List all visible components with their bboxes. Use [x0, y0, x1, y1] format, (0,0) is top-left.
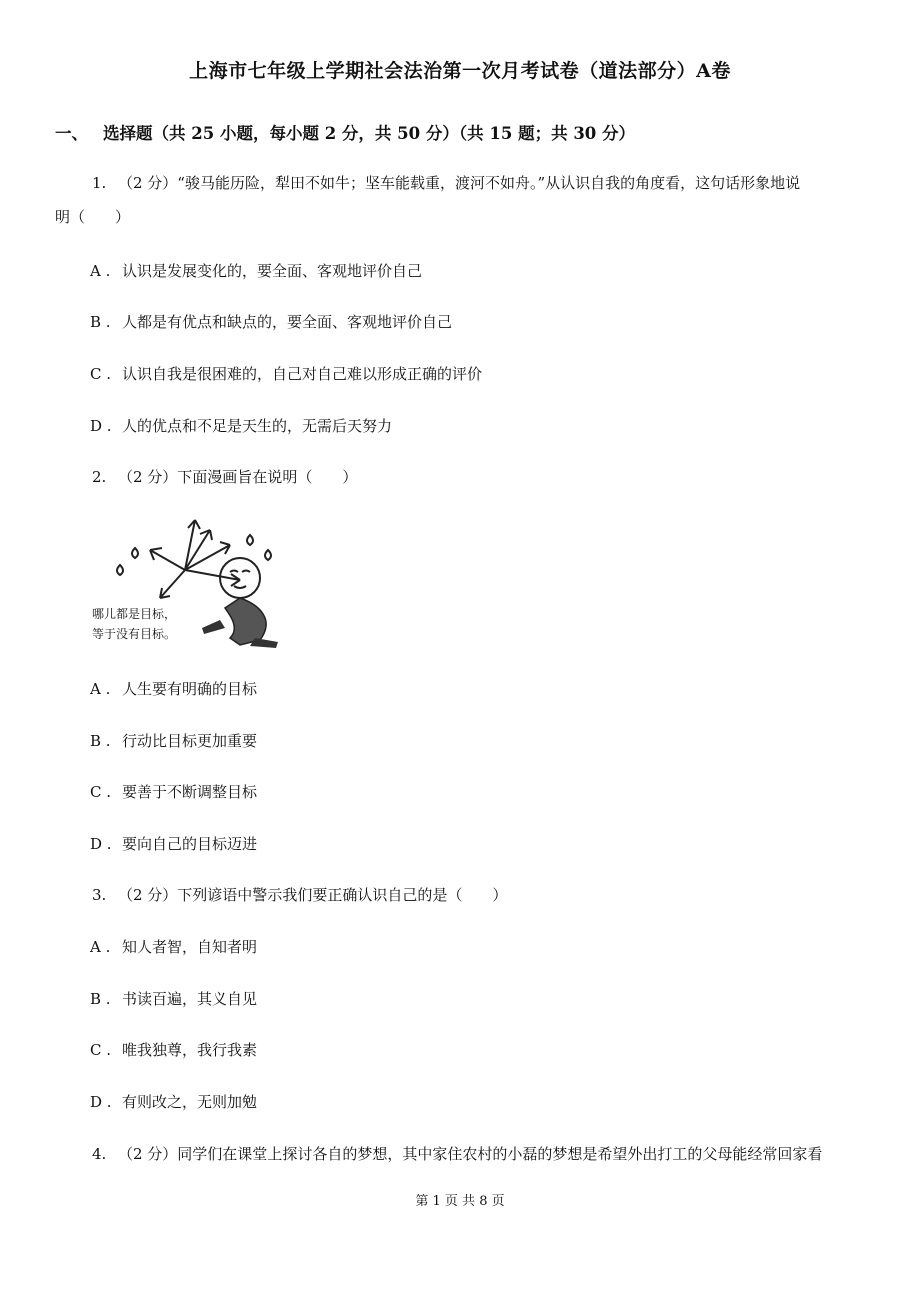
option-text: 要善于不断调整目标 — [122, 783, 258, 801]
option-text: 人的优点和不足是天生的，无需后天努力 — [122, 417, 393, 435]
question-1-option-c[interactable] — [90, 363, 482, 385]
option-text: 知人者智，自知者明 — [122, 938, 258, 956]
question-3-option-b[interactable] — [90, 988, 257, 1010]
option-letter: D . — [90, 1093, 112, 1111]
option-letter: A . — [90, 262, 111, 280]
question-3-option-a[interactable] — [90, 936, 257, 958]
question-1-option-d[interactable] — [90, 415, 392, 437]
cartoon-image — [90, 510, 290, 655]
option-text: 要向自己的目标迈进 — [122, 835, 258, 853]
option-text: 行动比目标更加重要 — [122, 732, 258, 750]
question-2-option-b[interactable] — [90, 730, 257, 752]
option-text: 唯我独尊，我行我素 — [122, 1041, 258, 1059]
option-letter: D . — [90, 417, 112, 435]
question-number: 2. — [92, 468, 107, 486]
option-letter: A . — [90, 680, 111, 698]
option-letter: D . — [90, 835, 112, 853]
question-1-option-b[interactable] — [90, 311, 452, 333]
page-footer: 第 1 页 共 8 页 — [415, 1194, 505, 1209]
option-text: 认识是发展变化的，要全面、客观地评价自己 — [122, 262, 423, 280]
option-letter: C . — [90, 783, 112, 801]
question-2-option-a[interactable] — [90, 678, 257, 700]
option-text: 人都是有优点和缺点的，要全面、客观地评价自己 — [122, 313, 453, 331]
question-3-option-c[interactable] — [90, 1039, 257, 1061]
cartoon-caption-line-1: 哪儿都是目标， — [92, 607, 177, 621]
question-2-option-d[interactable] — [90, 833, 257, 855]
question-3-stem — [92, 884, 507, 906]
question-text: （2 分）“骏马能历险，犁田不如牛；坚车能载重，渡河不如舟。”从认识自我的角度看，这句话形象地说 — [118, 174, 801, 192]
option-letter: C . — [90, 1041, 112, 1059]
option-letter: B . — [90, 732, 111, 750]
option-letter: B . — [90, 990, 111, 1008]
exam-title: 上海市七年级上学期社会法治第一次月考试卷（道法部分）A卷 — [189, 60, 731, 82]
option-letter: C . — [90, 365, 112, 383]
question-2-stem — [92, 466, 357, 488]
question-1-option-a[interactable] — [90, 260, 422, 282]
question-text: （2 分）下面漫画旨在说明（ ） — [118, 468, 358, 486]
section-heading — [55, 120, 635, 144]
question-text: （2 分）下列谚语中警示我们要正确认识自己的是（ ） — [118, 886, 508, 904]
question-4-stem — [92, 1143, 822, 1165]
question-2-option-c[interactable] — [90, 781, 257, 803]
question-text: （2 分）同学们在课堂上探讨各自的梦想，其中家住农村的小磊的梦想是希望外出打工的父母能经常回家看 — [118, 1145, 823, 1163]
section-number: 一、 — [55, 124, 88, 143]
section-title: 选择题（共 25 小题，每小题 2 分，共 50 分）（共 15 题；共 30 分） — [103, 124, 636, 143]
option-text: 书读百遍，其义自见 — [122, 990, 258, 1008]
cartoon-caption-line-2: 等于没有目标。 — [92, 627, 177, 641]
option-letter: B . — [90, 313, 111, 331]
option-text: 有则改之，无则加勉 — [122, 1093, 258, 1111]
option-text: 人生要有明确的目标 — [122, 680, 258, 698]
option-text: 认识自我是很困难的，自己对自己难以形成正确的评价 — [122, 365, 483, 383]
option-letter: A . — [90, 938, 111, 956]
question-1-stem-cont: 明（ ） — [55, 208, 131, 226]
question-number: 4. — [92, 1145, 107, 1163]
question-3-option-d[interactable] — [90, 1091, 257, 1113]
question-1-stem — [92, 172, 800, 194]
question-number: 3. — [92, 886, 107, 904]
question-number: 1. — [92, 174, 107, 192]
